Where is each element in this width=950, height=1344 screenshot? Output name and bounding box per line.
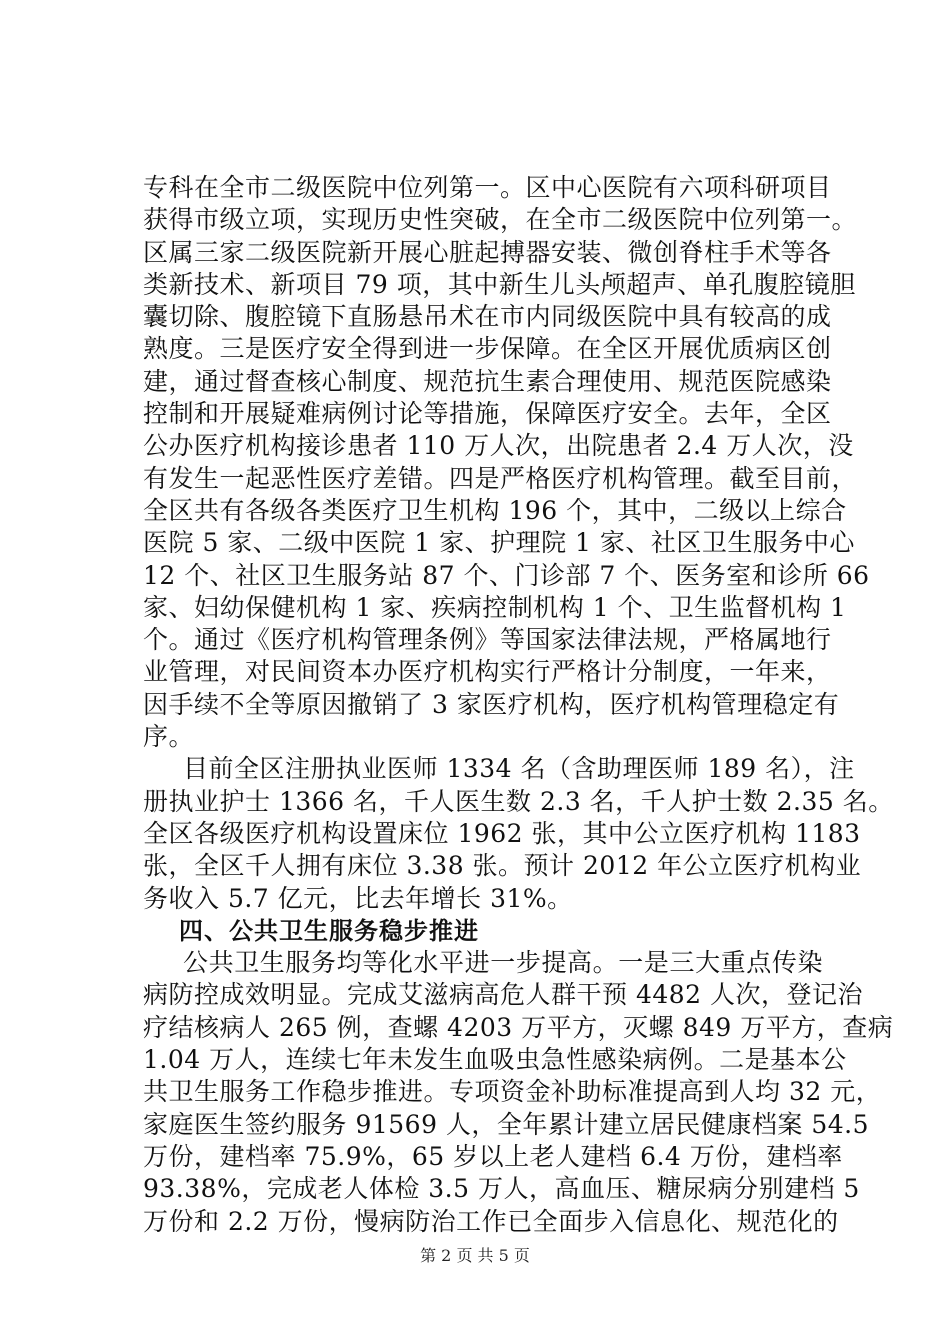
text-line: 12 个、社区卫生服务站 87 个、门诊部 7 个、医务室和诊所 66 [143,560,870,590]
text-line: 家庭医生签约服务 91569 人，全年累计建立居民健康档案 54.5 [143,1109,870,1139]
text-line: 区属三家二级医院新开展心脏起搏器安装、微创脊柱手术等各 [143,237,832,267]
text-line: 因手续不全等原因撤销了 3 家医疗机构，医疗机构管理稳定有 [143,689,840,719]
page-footer: 第 2 页 共 5 页 [420,1246,530,1265]
text-line: 全区共有各级各类医疗卫生机构 196 个，其中，二级以上综合 [143,495,847,525]
paragraph-medical-services [143,172,870,753]
text-line: 全区各级医疗机构设置床位 1962 张，其中公立医疗机构 1183 [143,818,861,848]
text-line: 93.38%，完成老人体检 3.5 万人，高血压、糖尿病分别建档 5 [143,1174,860,1204]
text-line: 控制和开展疑难病例讨论等措施，保障医疗安全。去年，全区 [143,399,832,429]
text-line: 熟度。三是医疗安全得到进一步保障。在全区开展优质病区创 [143,334,832,364]
text-line: 张，全区千人拥有床位 3.38 张。预计 2012 年公立医疗机构业 [143,851,862,881]
text-line: 专科在全市二级医院中位列第一。区中心医院有六项科研项目 [143,173,832,202]
text-line: 公共卫生服务均等化水平进一步提高。一是三大重点传染 [183,948,823,978]
text-line: 类新技术、新项目 79 项，其中新生儿头颅超声、单孔腹腔镜胆 [143,269,856,299]
text-line: 囊切除、腹腔镜下直肠悬吊术在市内同级医院中具有较高的成 [143,302,832,332]
text-line: 家、妇幼保健机构 1 家、疾病控制机构 1 个、卫生监督机构 1 [143,592,847,622]
text-line: 有发生一起恶性医疗差错。四是严格医疗机构管理。截至目前， [143,463,858,493]
text-line: 万份，建档率 75.9%，65 岁以上老人建档 6.4 万份，建档率 [143,1141,843,1171]
text-line: 共卫生服务工作稳步推进。专项资金补助标准提高到人均 32 元， [143,1077,882,1107]
paragraph-public-health [143,947,894,1238]
text-line: 获得市级立项，实现历史性突破，在全市二级医院中位列第一。 [143,205,858,235]
text-line: 序。 [143,722,195,752]
document-body [143,172,894,1238]
text-line: 务收入 5.7 亿元，比去年增长 31%。 [143,883,573,913]
text-line: 病防控成效明显。完成艾滋病高危人群干预 4482 人次，登记治 [143,980,864,1010]
paragraph-staffing [143,753,894,914]
text-line: 万份和 2.2 万份，慢病防治工作已全面步入信息化、规范化的 [143,1206,839,1236]
text-line: 疗结核病人 265 例，查螺 4203 万平方，灭螺 849 万平方，查病 [143,1012,894,1042]
text-line: 建，通过督查核心制度、规范抗生素合理使用、规范医院感染 [143,366,832,396]
text-line: 个。通过《医疗机构管理条例》等国家法律法规，严格属地行 [143,625,832,655]
text-line: 目前全区注册执业医师 1334 名（含助理医师 189 名），注 [183,754,855,784]
section-heading: 四、公共卫生服务稳步推进 [179,916,479,945]
text-line: 医院 5 家、二级中医院 1 家、护理院 1 家、社区卫生服务中心 [143,528,855,558]
text-line: 册执业护士 1366 名，千人医生数 2.3 名，千人护士数 2.35 名。 [143,786,894,816]
text-line: 1.04 万人，连续七年未发生血吸虫急性感染病例。二是基本公 [143,1045,847,1075]
text-line: 公办医疗机构接诊患者 110 万人次，出院患者 2.4 万人次，没 [143,431,854,461]
text-line: 业管理，对民间资本办医疗机构实行严格计分制度，一年来， [143,657,832,687]
